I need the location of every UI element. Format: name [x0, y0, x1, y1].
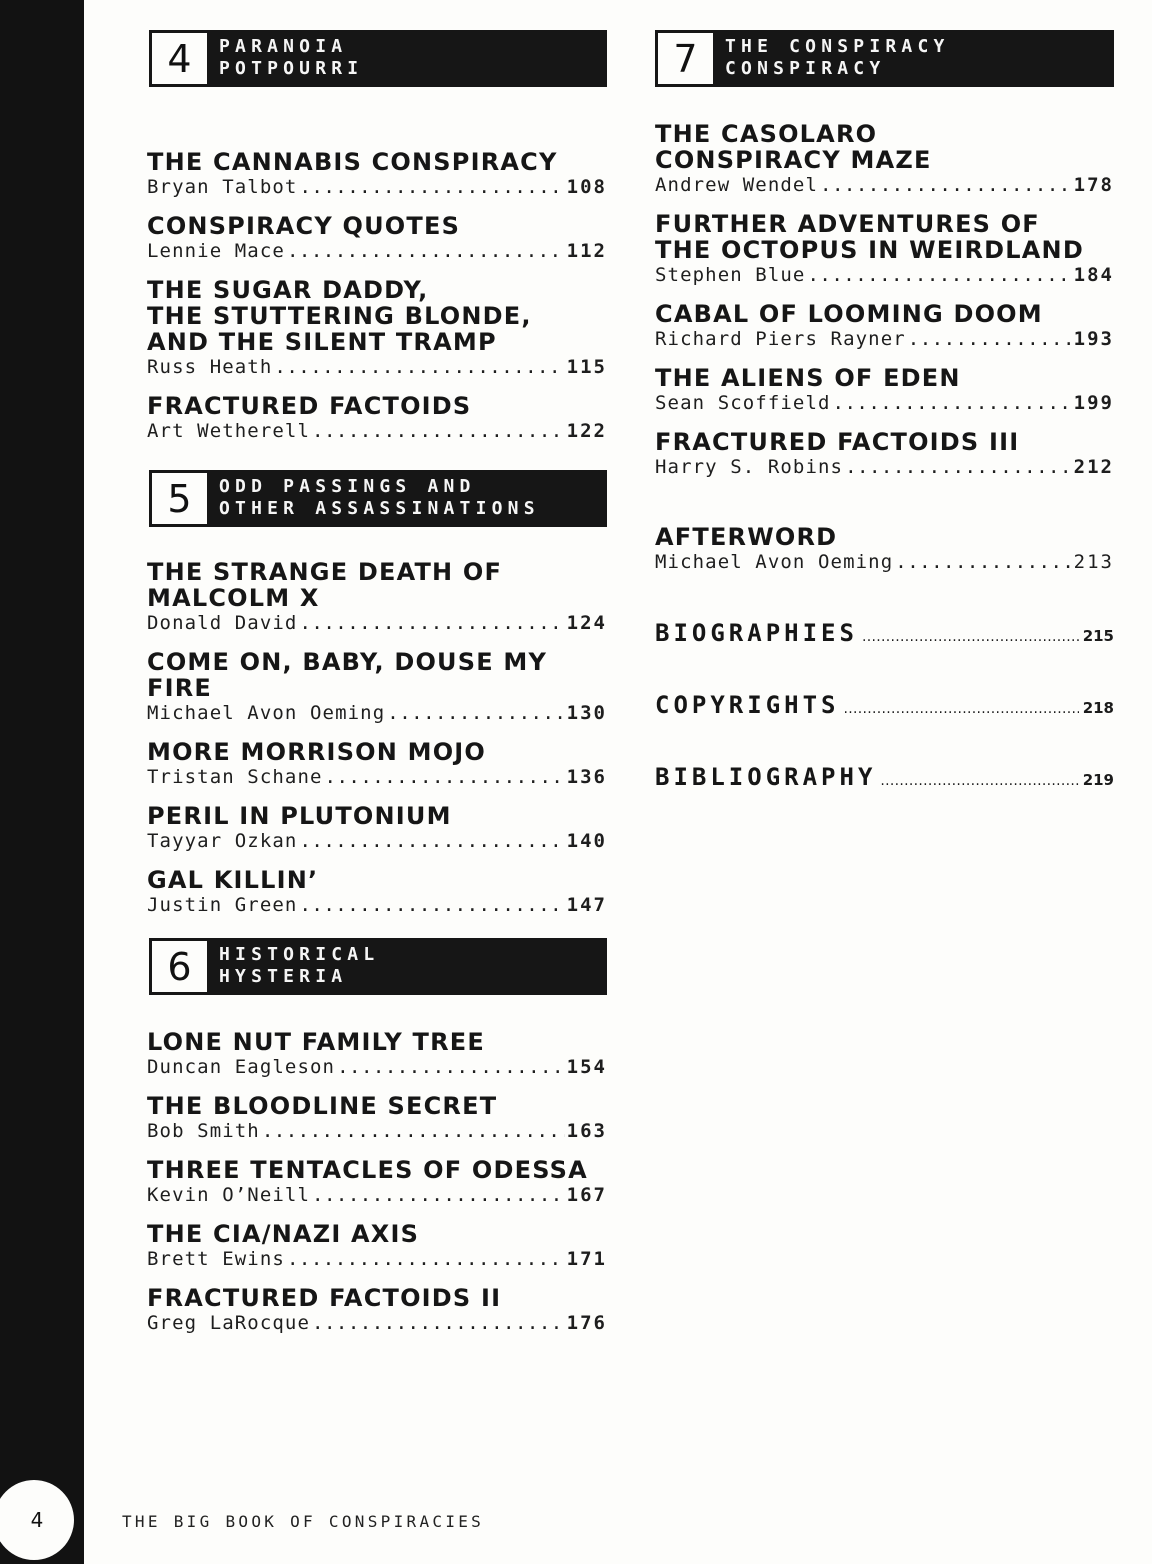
entry-page: 167: [566, 1184, 607, 1206]
section-title-line: ODD PASSINGS AND: [219, 476, 476, 497]
section-6: [147, 938, 607, 1336]
section-4: [147, 30, 607, 444]
entry-author: Sean Scoffield: [655, 392, 831, 414]
entry-title-line: CONSPIRACY MAZE: [655, 146, 932, 174]
entry-author: Tristan Schane: [147, 766, 323, 788]
entry-page: 199: [1073, 392, 1114, 414]
entry-title: [655, 211, 1114, 263]
leader-dots: [299, 829, 564, 854]
toc-entry[interactable]: [655, 429, 1114, 480]
section-title-line: POTPOURRI: [219, 58, 364, 79]
entry-author: Art Wetherell: [147, 420, 311, 442]
entry-author: Greg LaRocque: [147, 1312, 311, 1334]
section-header: [655, 30, 1114, 87]
leader-dots: [833, 391, 1072, 416]
entry-page: 112: [566, 240, 607, 262]
leader-dots: [287, 1247, 565, 1272]
entry-title-line: THE OCTOPUS IN WEIRDLAND: [655, 236, 1084, 264]
toc-entry[interactable]: [147, 649, 607, 726]
entry-title: LONE NUT FAMILY TREE: [147, 1028, 485, 1056]
section-title: [219, 36, 363, 80]
leader-dots: [299, 611, 564, 636]
entry-title: FRACTURED FACTOIDS III: [655, 428, 1020, 456]
back-matter-copyrights[interactable]: [655, 691, 1114, 719]
entry-title-line: FURTHER ADVENTURES OF: [655, 210, 1040, 238]
leader-dots: [325, 765, 565, 790]
leader-dots: [262, 1119, 565, 1144]
entry-title: BIBLIOGRAPHY: [655, 763, 877, 791]
toc-entry[interactable]: [147, 867, 607, 918]
leader-dots: [845, 455, 1072, 480]
entry-page: 176: [566, 1312, 607, 1334]
entry-author: Donald David: [147, 612, 298, 634]
entry-page: 171: [566, 1248, 607, 1270]
entry-title: THE ALIENS OF EDEN: [655, 364, 961, 392]
leader-dots: [880, 773, 1078, 789]
entry-author: Tayyar Ozkan: [147, 830, 298, 852]
toc-entry[interactable]: [147, 213, 607, 264]
entry-author: Kevin O’Neill: [147, 1184, 311, 1206]
section-title: [219, 944, 379, 988]
entry-page: 108: [566, 176, 607, 198]
entry-page: 212: [1073, 456, 1114, 478]
entry-author: Justin Green: [147, 894, 298, 916]
entry-title: CABAL OF LOOMING DOOM: [655, 300, 1043, 328]
leader-dots: [844, 701, 1079, 717]
entry-page: 130: [566, 702, 607, 724]
section-5: [147, 470, 607, 918]
section-number: 6: [151, 940, 208, 993]
entry-page: 122: [566, 420, 607, 442]
entry-author: Brett Ewins: [147, 1248, 285, 1270]
entry-page: 218: [1082, 699, 1114, 717]
entry-page: 115: [566, 356, 607, 378]
entry-page: 140: [566, 830, 607, 852]
section-header: [149, 938, 607, 995]
entry-author: Lennie Mace: [147, 240, 285, 262]
section-title-line: OTHER ASSASSINATIONS: [219, 498, 540, 519]
entry-author: Duncan Eagleson: [147, 1056, 336, 1078]
entry-page: 193: [1073, 328, 1114, 350]
entry-author: Bryan Talbot: [147, 176, 298, 198]
entry-title: COME ON, BABY, DOUSE MY FIRE: [147, 648, 548, 702]
leader-dots: [299, 175, 564, 200]
entry-page: 213: [1073, 551, 1114, 573]
entry-title: [147, 559, 607, 611]
back-matter-biographies[interactable]: [655, 619, 1114, 647]
entry-title: [655, 121, 1114, 173]
entry-title-line: THE CASOLARO: [655, 120, 878, 148]
entry-page: 163: [566, 1120, 607, 1142]
toc-entry[interactable]: [147, 1285, 607, 1336]
entry-author: Harry S. Robins: [655, 456, 844, 478]
entry-title: AFTERWORD: [655, 523, 838, 551]
entry-title: FRACTURED FACTOIDS II: [147, 1284, 502, 1312]
section-number: 5: [151, 472, 208, 525]
leader-dots: [908, 327, 1072, 352]
entry-title: BIOGRAPHIES: [655, 619, 858, 647]
section-header: [149, 30, 607, 87]
entry-page: 219: [1082, 771, 1114, 789]
entry-author: Richard Piers Rayner: [655, 328, 906, 350]
leader-dots: [312, 1183, 565, 1208]
toc-left-column: [147, 30, 607, 1349]
entry-page: 154: [566, 1056, 607, 1078]
entry-title: THE CIA/NAZI AXIS: [147, 1220, 420, 1248]
leader-dots: [820, 173, 1072, 198]
toc-entry[interactable]: [147, 1157, 607, 1208]
toc-entry[interactable]: [655, 121, 1114, 198]
black-spine-bar: [0, 0, 84, 1564]
entry-author: Stephen Blue: [655, 264, 806, 286]
toc-entry[interactable]: [147, 803, 607, 854]
toc-entry[interactable]: [147, 1221, 607, 1272]
entry-page: 215: [1082, 627, 1114, 645]
entry-author: Michael Avon Oeming: [147, 702, 386, 724]
leader-dots: [312, 1311, 565, 1336]
toc-entry[interactable]: [147, 149, 607, 200]
entry-title-line: MALCOLM X: [147, 584, 320, 612]
toc-entry[interactable]: [655, 211, 1114, 288]
entry-title: FRACTURED FACTOIDS: [147, 392, 472, 420]
section-number: 4: [151, 32, 208, 85]
section-title: [725, 36, 950, 80]
section-title-line: PARANOIA: [219, 36, 348, 57]
entry-title: GAL KILLIN’: [147, 866, 319, 894]
section-title: [219, 476, 540, 520]
entry-title: [147, 277, 607, 355]
entry-page: 178: [1073, 174, 1114, 196]
section-7: [655, 30, 1114, 480]
section-number: 7: [657, 32, 714, 85]
section-title-line: CONSPIRACY: [725, 58, 886, 79]
entry-author: Russ Heath: [147, 356, 273, 378]
leader-dots: [274, 355, 564, 380]
section-title-line: HYSTERIA: [219, 966, 348, 987]
leader-dots: [862, 629, 1079, 645]
entry-page: 124: [566, 612, 607, 634]
toc-entry[interactable]: [655, 365, 1114, 416]
leader-dots: [337, 1055, 565, 1080]
entry-title: CONSPIRACY QUOTES: [147, 212, 461, 240]
entry-title: THREE TENTACLES OF ODESSA: [147, 1156, 588, 1184]
toc-right-column: [655, 30, 1114, 791]
section-title-line: THE CONSPIRACY: [725, 36, 950, 57]
entry-author: Andrew Wendel: [655, 174, 819, 196]
toc-entry[interactable]: [147, 1029, 607, 1080]
entry-title-line: THE STUTTERING BLONDE,: [147, 302, 532, 330]
entry-title: COPYRIGHTS: [655, 691, 840, 719]
leader-dots: [312, 419, 565, 444]
toc-entry[interactable]: [147, 277, 607, 380]
toc-entry[interactable]: [147, 393, 607, 444]
entry-author: Bob Smith: [147, 1120, 260, 1142]
toc-entry[interactable]: [147, 739, 607, 790]
entry-title: PERIL IN PLUTONIUM: [147, 802, 452, 830]
section-header: [149, 470, 607, 527]
leader-dots: [895, 550, 1071, 575]
entry-title-line: THE STRANGE DEATH OF: [147, 558, 503, 586]
leader-dots: [299, 893, 564, 918]
afterword-entry[interactable]: [655, 524, 1114, 575]
toc-entry[interactable]: [147, 1093, 607, 1144]
running-footer-title: THE BIG BOOK OF CONSPIRACIES: [122, 1512, 485, 1531]
entry-title-line: THE SUGAR DADDY,: [147, 276, 429, 304]
entry-title: THE CANNABIS CONSPIRACY: [147, 148, 558, 176]
entry-title: MORE MORRISON MOJO: [147, 738, 487, 766]
leader-dots: [807, 263, 1071, 288]
section-title-line: HISTORICAL: [219, 944, 380, 965]
back-matter-bibliography[interactable]: [655, 763, 1114, 791]
entry-author: Michael Avon Oeming: [655, 551, 894, 573]
toc-entry[interactable]: [147, 559, 607, 636]
entry-page: 136: [566, 766, 607, 788]
toc-entry[interactable]: [655, 301, 1114, 352]
entry-page: 184: [1073, 264, 1114, 286]
entry-page: 147: [566, 894, 607, 916]
leader-dots: [287, 239, 565, 264]
entry-title: THE BLOODLINE SECRET: [147, 1092, 498, 1120]
page-number: 4: [30, 1508, 44, 1532]
entry-title-line: AND THE SILENT TRAMP: [147, 328, 497, 356]
leader-dots: [387, 701, 564, 726]
